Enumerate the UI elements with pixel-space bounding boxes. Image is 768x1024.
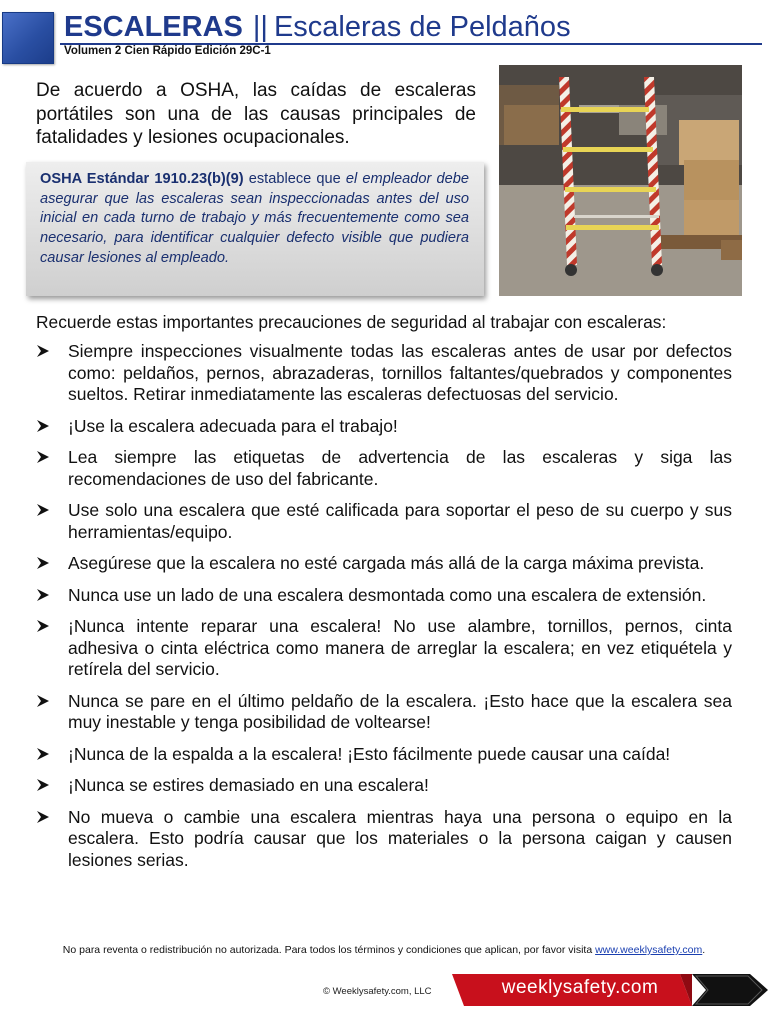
list-item-text: No mueva o cambie una escalera mientras haya una persona o equipo en la escalera. Esto podría causar que los materiales o la persona caigan y causen lesiones serias. [68, 806, 732, 870]
list-item [36, 691, 732, 734]
arrowhead-bullet-icon [36, 747, 50, 761]
title-separator: || [252, 11, 268, 43]
osha-verb: establece que [248, 171, 341, 187]
list-item [36, 775, 732, 797]
osha-standard-text [40, 170, 469, 269]
precautions-lead: Recuerde estas importantes precauciones de seguridad al trabajar con escaleras: [36, 312, 667, 332]
osha-standard-code: OSHA Estándar 1910.23(b)(9) [40, 171, 244, 187]
list-item-text: Lea siempre las etiquetas de advertencia de las escaleras y siga las recomendaciones de uso del fabricante. [68, 447, 732, 489]
footer-note-text: No para reventa o redistribución no autorizada. Para todos los términos y condiciones que aplican, por favor visita [62, 944, 596, 956]
list-item [36, 553, 732, 575]
list-item-text: Use solo una escalera que esté calificada para soportar el peso de su cuerpo y sus herramientas/equipo. [68, 500, 732, 542]
list-item [36, 744, 732, 766]
list-item-text: ¡Nunca intente reparar una escalera! No use alambre, tornillos, pernos, cinta adhesiva o cinta eléctrica como manera de arreglar la escalera; en vez etiquétela y retírela del servicio. [68, 616, 732, 679]
arrowhead-bullet-icon [36, 588, 50, 602]
list-item-text: Asegúrese que la escalera no esté cargada más allá de la carga máxima prevista. [68, 553, 705, 573]
banner-chevron-icon [692, 974, 768, 1006]
list-item [36, 807, 732, 872]
banner-brand-text: weeklysafety.com [501, 977, 659, 998]
list-item-text: Nunca use un lado de una escalera desmontada como una escalera de extensión. [68, 584, 707, 605]
list-item [36, 616, 732, 681]
page-title [64, 9, 571, 45]
title-sub: Escaleras de Peldaños [273, 11, 571, 43]
arrowhead-bullet-icon [36, 450, 50, 464]
arrowhead-bullet-icon [36, 556, 50, 570]
ladder-photo [499, 65, 742, 296]
list-item-text: ¡Use la escalera adecuada para el trabajo! [68, 415, 398, 436]
title-main: ESCALERAS [64, 11, 243, 43]
footer-link[interactable]: www.weeklysafety.com [595, 944, 703, 956]
list-item [36, 585, 732, 607]
list-item [36, 500, 732, 543]
footer-note-end: . [702, 944, 706, 956]
arrowhead-bullet-icon [36, 619, 50, 633]
edition-subtitle: Volumen 2 Cien Rápido Edición 29C-1 [64, 45, 271, 57]
arrowhead-bullet-icon [36, 503, 50, 517]
arrowhead-bullet-icon [36, 778, 50, 792]
list-item-text: Siempre inspecciones visualmente todas las escaleras antes de usar por defectos como: peldaños, pernos, abrazaderas, tornillos faltantes/quebrados y componentes sueltos. Retirar inmediatamente las escaleras defectuosas del servicio. [68, 341, 732, 404]
intro-paragraph: De acuerdo a OSHA, las caídas de escaleras portátiles son una de las causas principales de fatalidades y lesiones ocupacionales. [36, 80, 476, 148]
list-item-text: ¡Nunca de la espalda a la escalera! ¡Esto fácilmente puede causar una caída! [68, 743, 671, 764]
osha-requirement: el empleador debe asegurar que las escaleras sean inspeccionadas antes del uso inicial en cada turno de trabajo y más frecuentemente como sea necesario, para identificar cualquier defecto visible que pudiera causar lesiones al empleado. [40, 171, 469, 266]
precautions-list [36, 341, 732, 881]
copyright: © Weeklysafety.com, LLC [323, 986, 432, 997]
list-item-text: Nunca se pare en el último peldaño de la escalera. ¡Esto hace que la escalera sea muy inestable y tenga posibilidad de voltearse! [68, 690, 732, 732]
arrowhead-bullet-icon [36, 419, 50, 433]
list-item [36, 341, 732, 406]
arrowhead-bullet-icon [36, 810, 50, 824]
arrowhead-bullet-icon [36, 694, 50, 708]
list-item-text: ¡Nunca se estires demasiado en una escalera! [68, 775, 429, 795]
arrowhead-bullet-icon [36, 344, 50, 358]
footer-disclaimer [0, 944, 768, 956]
logo-square [2, 12, 54, 64]
list-item [36, 447, 732, 490]
list-item [36, 416, 732, 438]
